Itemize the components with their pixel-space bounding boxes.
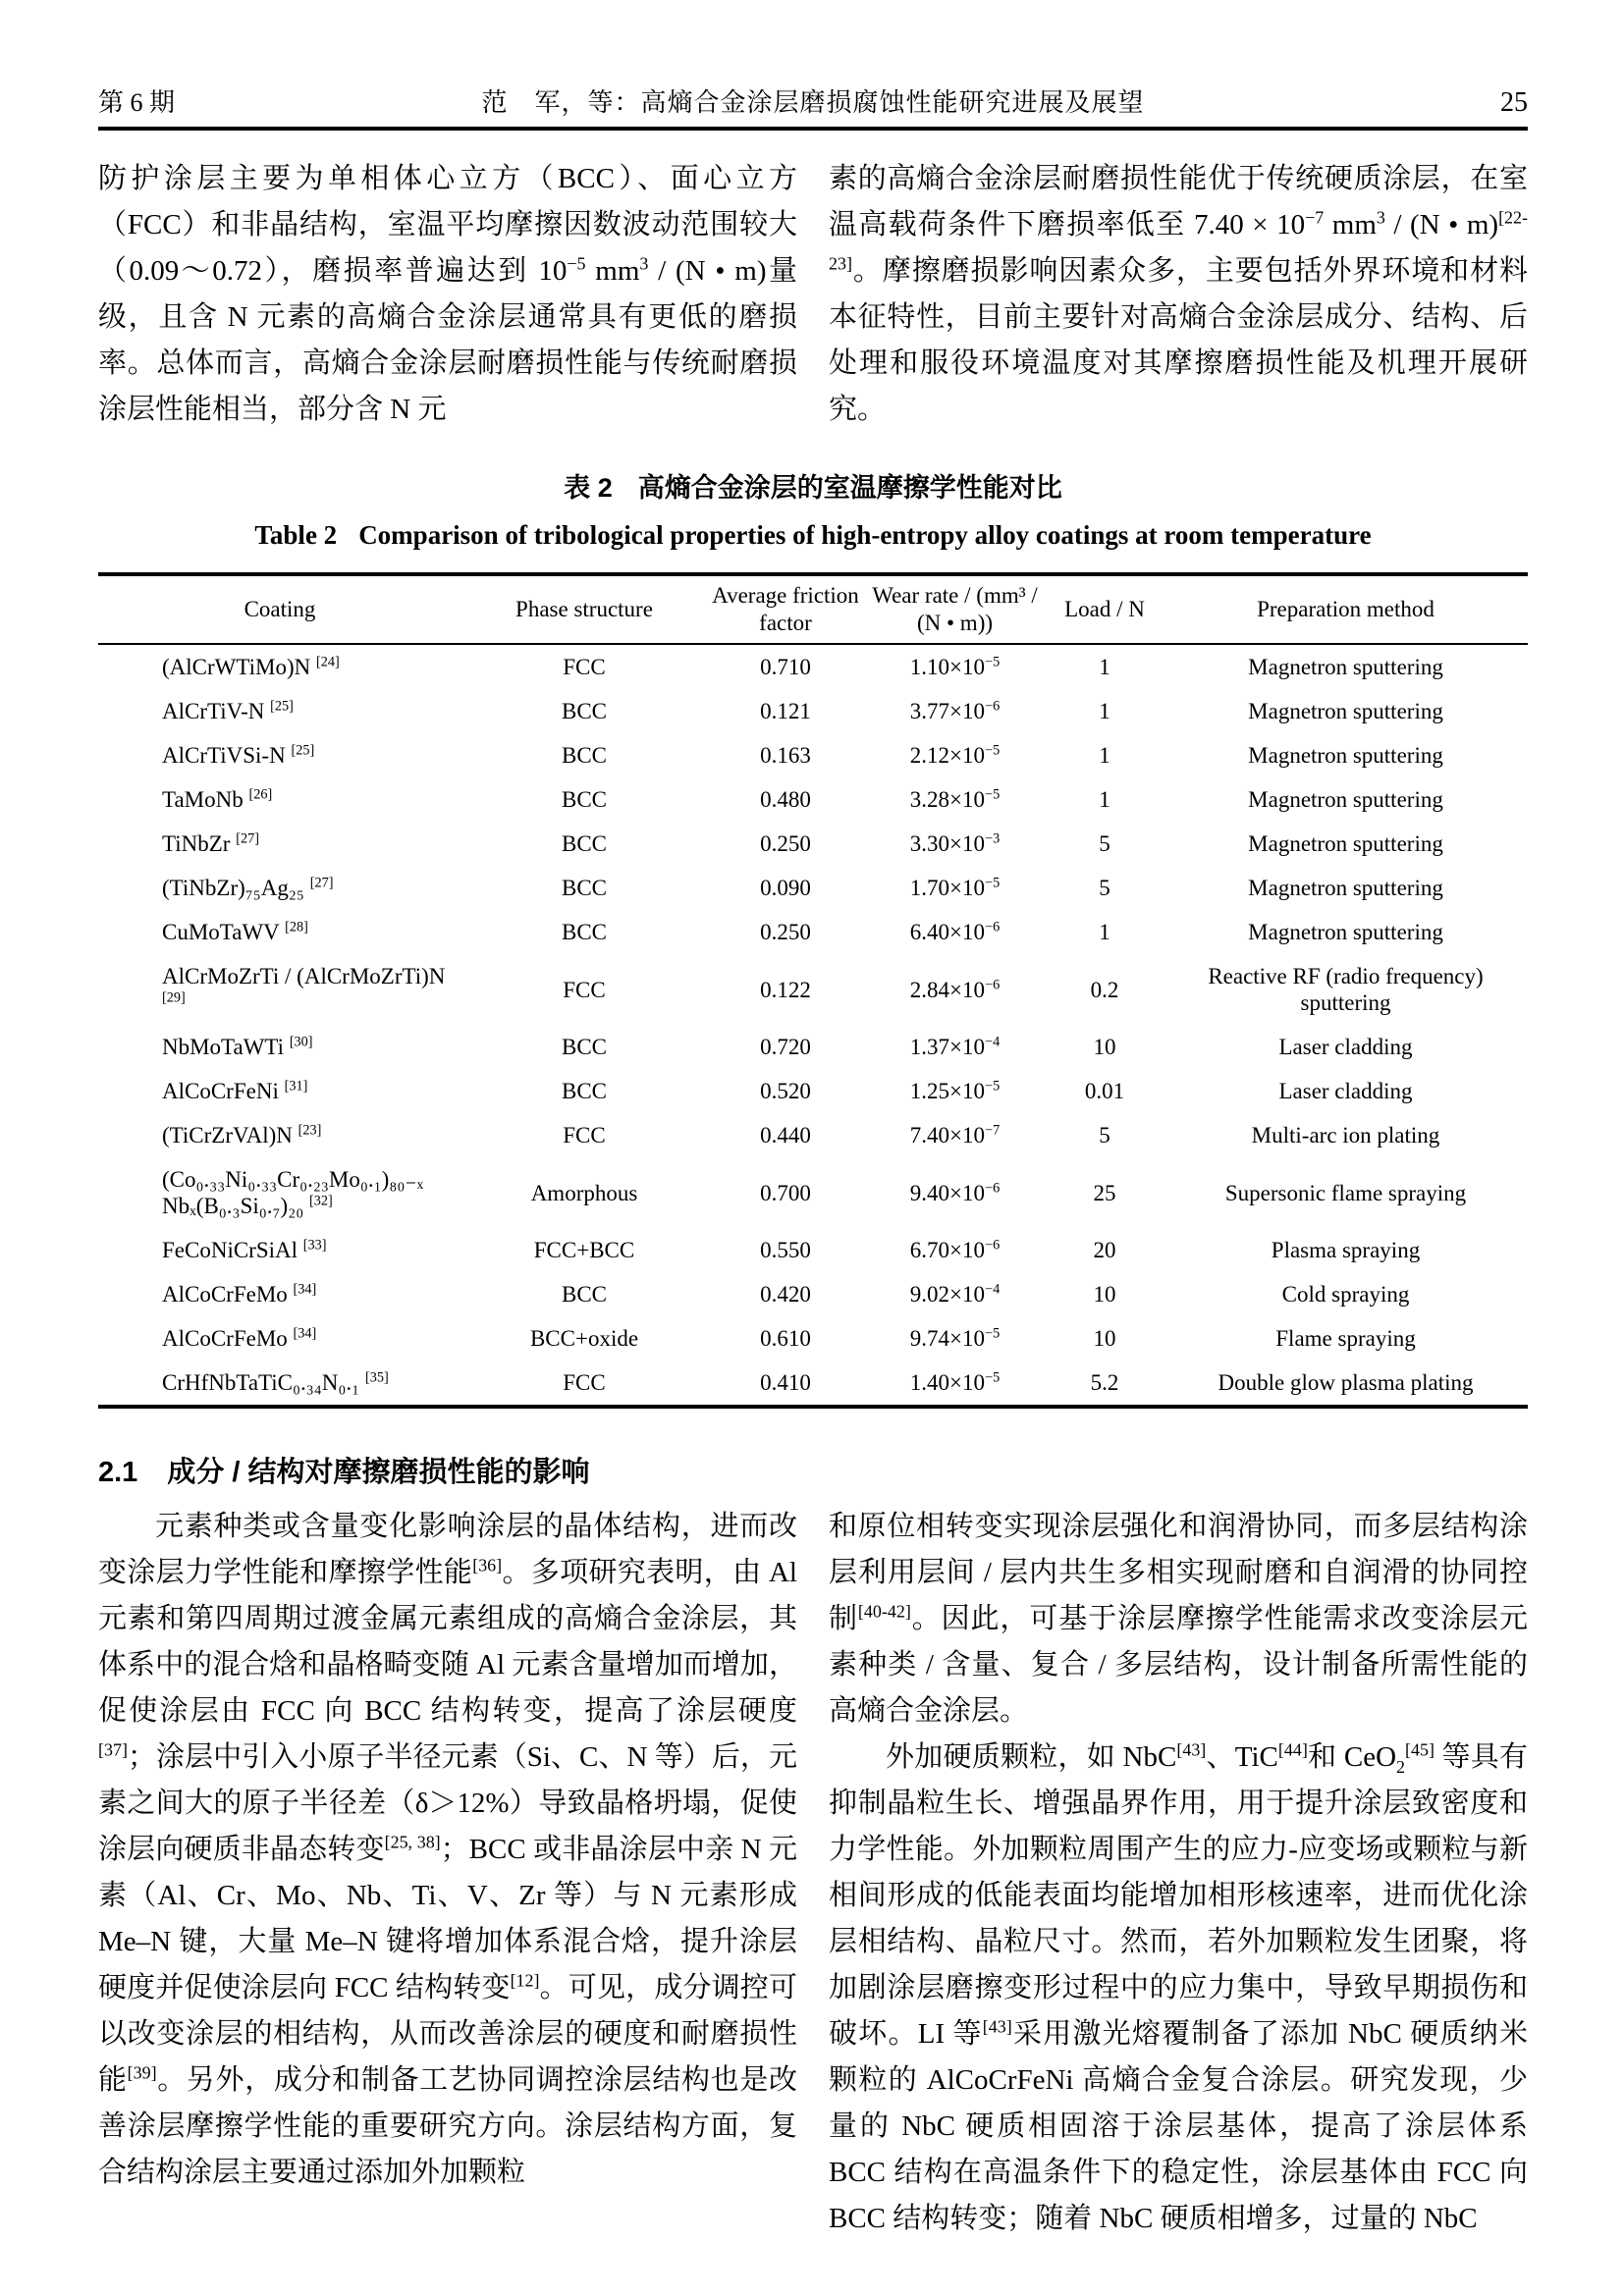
cell-load: 5 bbox=[1099, 1123, 1110, 1148]
cell-phase-structure: FCC bbox=[563, 1370, 606, 1395]
reference-superscript: −5 bbox=[567, 253, 586, 274]
cell-load: 0.2 bbox=[1090, 977, 1119, 1002]
reference-superscript: 3 bbox=[639, 253, 649, 274]
cell-coating: (AlCrWTiMo)N [24] bbox=[162, 654, 340, 679]
exponent-superscript: −6 bbox=[985, 976, 1001, 992]
column-header-phase-structure: Phase structure bbox=[461, 574, 707, 644]
cell-load: 1 bbox=[1099, 920, 1110, 944]
table-header bbox=[98, 574, 1528, 644]
table-row bbox=[98, 1113, 1528, 1157]
paragraph: 和原位相转变实现涂层强化和润滑协同，而多层结构涂层利用层间 / 层内共生多相实现耐磨和自润滑的协同控制[40-42]。因此，可基于涂层摩擦学性能需求改变涂层元素种类 / 含量、复合 / 多层结构，设计制备所需性能的高熵合金涂层。 bbox=[829, 1511, 1528, 1727]
cell-wear-rate: $2.12\times 10^{-5}$ bbox=[909, 742, 1001, 768]
cell-coating: AlCoCrFeNi [31] bbox=[162, 1078, 308, 1103]
table-row bbox=[98, 1069, 1528, 1113]
cell-phase-structure: FCC bbox=[563, 655, 606, 679]
section-title: 成分 / 结构对摩擦磨损性能的影响 bbox=[167, 1457, 590, 1488]
exponent-superscript: −4 bbox=[985, 1034, 1001, 1050]
journal-issue: 第 6 期 bbox=[98, 88, 176, 117]
column-header-load: Load / N bbox=[1046, 574, 1164, 644]
cell-phase-structure: BCC bbox=[561, 876, 608, 900]
reference-superscript: [27] bbox=[236, 830, 259, 847]
cell-load: 0.01 bbox=[1084, 1079, 1125, 1103]
cell-wear-rate: $1.25\times 10^{-5}$ bbox=[909, 1078, 1001, 1103]
paragraph: 外加硬质颗粒，如 NbC[43]、TiC[44]和 CeO$_2$[45] 等具有抑制晶粒生长、增强晶界作用，用于提升涂层致密度和力学性能。外加颗粒周围产生的应力-应变场或颗粒与新相间形成的低能表面均能增加相形核速率，进而优化涂层相结构、晶粒尺寸。然而，若外加颗粒发生团聚，将加剧涂层磨擦变形过程中的应力集中，导致早期损伤和破坏。LI 等[43]采用激光熔覆制备了添加 NbC 硬质纳米颗粒的 AlCoCrFeNi 高熵合金复合涂层。研究发现，少量的 NbC 硬质相固溶于涂层基体，提高了涂层体系 BCC 结构在高温条件下的稳定性，涂层基体由 FCC 向 BCC 结构转变；随着 NbC 硬质相增多，过量的 NbC bbox=[829, 1739, 1528, 2234]
exponent-superscript: −6 bbox=[985, 1179, 1001, 1196]
reference-superscript: [43] bbox=[982, 2016, 1012, 2037]
section-number: 2.1 bbox=[98, 1457, 138, 1488]
cell-load: 10 bbox=[1093, 1282, 1116, 1307]
cell-load: 1 bbox=[1099, 787, 1110, 812]
table-caption-en-number: Table 2 bbox=[254, 520, 338, 550]
tribology-table bbox=[98, 572, 1528, 1409]
cell-preparation-method: Magnetron sputtering bbox=[1248, 831, 1443, 856]
column-header-average-friction-factor: Average friction factor bbox=[707, 574, 864, 644]
cell-average-friction-factor: 0.480 bbox=[760, 787, 811, 812]
cell-average-friction-factor: 0.250 bbox=[760, 831, 811, 856]
cell-preparation-method: Reactive RF (radio frequency) sputtering bbox=[1208, 964, 1484, 1015]
reference-superscript: [40-42] bbox=[857, 1601, 911, 1622]
cell-coating: AlCrTiVSi-N [25] bbox=[162, 742, 315, 768]
section-body bbox=[98, 1504, 1528, 2242]
table-row bbox=[98, 1157, 1528, 1228]
reference-superscript: [27] bbox=[309, 875, 334, 891]
page-number: 25 bbox=[1500, 87, 1528, 118]
reference-superscript: [32] bbox=[308, 1193, 333, 1209]
section-right-column bbox=[829, 1504, 1528, 2242]
reference-superscript: [37] bbox=[98, 1739, 128, 1760]
reference-superscript: [25, 38] bbox=[384, 1832, 441, 1852]
table-row bbox=[98, 866, 1528, 910]
table-row bbox=[98, 644, 1528, 689]
cell-load: 1 bbox=[1099, 655, 1110, 679]
cell-wear-rate: $3.28\times 10^{-5}$ bbox=[909, 786, 1001, 812]
exponent-superscript: −7 bbox=[985, 1122, 1001, 1139]
reference-superscript: [28] bbox=[285, 919, 308, 935]
table-caption-zh bbox=[98, 466, 1528, 505]
reference-superscript: 3 bbox=[1376, 207, 1385, 228]
cell-wear-rate: $3.30\times 10^{-3}$ bbox=[909, 830, 1001, 856]
cell-coating: AlCrTiV-N [25] bbox=[162, 698, 294, 723]
reference-superscript: [35] bbox=[364, 1369, 389, 1386]
cell-average-friction-factor: 0.720 bbox=[760, 1035, 811, 1059]
cell-wear-rate: $9.74\times 10^{-5}$ bbox=[909, 1325, 1001, 1351]
table-row bbox=[98, 1316, 1528, 1361]
cell-preparation-method: Magnetron sputtering bbox=[1248, 743, 1443, 768]
cell-coating: (TiNbZr)₇₅Ag₂₅ [27] bbox=[162, 875, 334, 900]
cell-average-friction-factor: 0.121 bbox=[760, 699, 811, 723]
cell-coating: AlCoCrFeMo [34] bbox=[162, 1281, 317, 1307]
exponent-superscript: −6 bbox=[985, 1237, 1001, 1254]
table-row bbox=[98, 1361, 1528, 1407]
cell-preparation-method: Flame spraying bbox=[1275, 1326, 1416, 1351]
cell-average-friction-factor: 0.520 bbox=[760, 1079, 811, 1103]
cell-coating: AlCoCrFeMo [34] bbox=[162, 1325, 317, 1351]
reference-superscript: [30] bbox=[289, 1034, 313, 1050]
cell-phase-structure: BCC bbox=[561, 787, 608, 812]
section-heading bbox=[98, 1450, 1528, 1490]
cell-preparation-method: Magnetron sputtering bbox=[1248, 787, 1443, 812]
cell-preparation-method: Laser cladding bbox=[1278, 1035, 1413, 1059]
cell-phase-structure: BCC bbox=[561, 699, 608, 723]
table-header-row bbox=[98, 574, 1528, 644]
paragraph: 素的高熵合金涂层耐磨损性能优于传统硬质涂层，在室温高载荷条件下磨损率低至 $7.40 \times 10^{-7}$ $mm^3 / (N$ • m)[22-23]。摩擦磨损影响因素众多，主要包括外界环境和材料本征特性，目前主要针对高熵合金涂层成分、结构、后处理和服役环境温度对其摩擦磨损性能及机理开展研究。 bbox=[829, 163, 1528, 425]
page-header bbox=[98, 82, 1528, 119]
table-caption-en-text: Comparison of tribological properties of high-entropy alloy coatings at room temperature bbox=[358, 520, 1372, 550]
cell-coating: TaMoNb [26] bbox=[162, 786, 273, 812]
cell-average-friction-factor: 0.410 bbox=[760, 1370, 811, 1395]
cell-load: 5.2 bbox=[1090, 1370, 1119, 1395]
table-row bbox=[98, 822, 1528, 866]
reference-superscript: [36] bbox=[472, 1555, 503, 1575]
section-left-column bbox=[98, 1504, 797, 2242]
cell-load: 10 bbox=[1093, 1035, 1116, 1059]
exponent-superscript: −5 bbox=[985, 1325, 1001, 1342]
cell-phase-structure: BCC bbox=[561, 1282, 608, 1307]
cell-load: 10 bbox=[1093, 1326, 1116, 1351]
cell-average-friction-factor: 0.122 bbox=[760, 977, 811, 1002]
exponent-superscript: −5 bbox=[985, 1369, 1001, 1386]
cell-wear-rate: $6.70\times 10^{-6}$ bbox=[909, 1237, 1001, 1262]
cell-phase-structure: FCC bbox=[563, 977, 606, 1002]
cell-wear-rate: $6.40\times 10^{-6}$ bbox=[909, 919, 1001, 944]
cell-preparation-method: Laser cladding bbox=[1278, 1079, 1413, 1103]
cell-average-friction-factor: 0.420 bbox=[760, 1282, 811, 1307]
table-row bbox=[98, 689, 1528, 733]
exponent-superscript: −3 bbox=[985, 830, 1001, 847]
cell-phase-structure: BCC bbox=[561, 743, 608, 768]
reference-superscript: [25] bbox=[291, 742, 315, 759]
cell-coating: CrHfNbTaTiC₀.₃₄N₀.₁ [35] bbox=[162, 1369, 389, 1395]
reference-superscript: [26] bbox=[248, 786, 273, 803]
reference-superscript: [45] bbox=[1405, 1739, 1435, 1760]
cell-preparation-method: Double glow plasma plating bbox=[1218, 1370, 1474, 1395]
table-row bbox=[98, 1228, 1528, 1272]
reference-superscript: −7 bbox=[1305, 207, 1325, 228]
reference-superscript: [12] bbox=[510, 1970, 540, 1991]
reference-superscript: [24] bbox=[315, 654, 340, 670]
column-header-coating: Coating bbox=[98, 574, 461, 644]
column-header-wear-rate: Wear rate / (mm³ / (N • m)) bbox=[864, 574, 1046, 644]
exponent-superscript: −5 bbox=[985, 1078, 1001, 1095]
cell-preparation-method: Supersonic flame spraying bbox=[1224, 1180, 1467, 1205]
cell-phase-structure: BCC bbox=[561, 831, 608, 856]
paragraph: 防护涂层主要为单相体心立方（BCC）、面心立方（FCC）和非晶结构，室温平均摩擦因数波动范围较大（0.09～0.72），磨损率普遍达到 $10^{-5}$ $mm^3 / (N$ • m)量级，且含 N 元素的高熵合金涂层通常具有更低的磨损率。总体而言，高熵合金涂层耐磨损性能与传统耐磨损涂层性能相当，部分含 N 元 bbox=[98, 163, 797, 425]
reference-superscript: [29] bbox=[162, 989, 186, 1006]
reference-superscript: [43] bbox=[1176, 1739, 1207, 1760]
exponent-superscript: −5 bbox=[985, 875, 1001, 891]
cell-load: 5 bbox=[1099, 876, 1110, 900]
cell-average-friction-factor: 0.163 bbox=[760, 743, 811, 768]
cell-preparation-method: Magnetron sputtering bbox=[1248, 876, 1443, 900]
cell-coating: FeCoNiCrSiAl [33] bbox=[162, 1237, 327, 1262]
cell-load: 1 bbox=[1099, 743, 1110, 768]
cell-coating: CuMoTaWV [28] bbox=[162, 919, 308, 944]
table-row bbox=[98, 733, 1528, 777]
intro-right-column bbox=[829, 156, 1528, 433]
cell-phase-structure: BCC bbox=[561, 1035, 608, 1059]
cell-coating: (TiCrZrVAl)N [23] bbox=[162, 1122, 322, 1148]
cell-load: 20 bbox=[1093, 1238, 1116, 1262]
exponent-superscript: −5 bbox=[985, 742, 1001, 759]
running-title: 范 军，等：高熵合金涂层磨损腐蚀性能研究进展及展望 bbox=[481, 88, 1145, 117]
cell-phase-structure: BCC bbox=[561, 920, 608, 944]
reference-superscript: [34] bbox=[293, 1325, 317, 1342]
cell-preparation-method: Plasma spraying bbox=[1271, 1238, 1421, 1262]
exponent-superscript: −6 bbox=[985, 919, 1001, 935]
intro-section bbox=[98, 156, 1528, 433]
reference-superscript: [31] bbox=[284, 1078, 308, 1095]
cell-wear-rate: $1.10\times 10^{-5}$ bbox=[909, 654, 1001, 679]
column-header-preparation-method: Preparation method bbox=[1164, 574, 1528, 644]
table-row bbox=[98, 954, 1528, 1025]
cell-coating: (Co₀.₃₃Ni₀.₃₃Cr₀.₂₃Mo₀.₁)₈₀₋ₓ​Nbₓ(B₀.₃Si₀.₇)₂₀ [32] bbox=[162, 1167, 424, 1218]
cell-phase-structure: FCC+BCC bbox=[533, 1238, 635, 1262]
cell-average-friction-factor: 0.710 bbox=[760, 655, 811, 679]
cell-wear-rate: $2.84\times 10^{-6}$ bbox=[909, 976, 1001, 1002]
cell-load: 5 bbox=[1099, 831, 1110, 856]
cell-coating: TiNbZr [27] bbox=[162, 830, 259, 856]
intro-left-column bbox=[98, 156, 797, 433]
cell-wear-rate: $1.40\times 10^{-5}$ bbox=[909, 1369, 1001, 1395]
cell-load: 1 bbox=[1099, 699, 1110, 723]
exponent-superscript: −4 bbox=[985, 1281, 1001, 1298]
cell-wear-rate: $7.40\times 10^{-7}$ bbox=[909, 1122, 1001, 1148]
paragraph: 元素种类或含量变化影响涂层的晶体结构，进而改变涂层力学性能和摩擦学性能[36]。多项研究表明，由 Al 元素和第四周期过渡金属元素组成的高熵合金涂层，其体系中的混合焓和晶格畸变随 Al 元素含量增加而增加，促使涂层由 FCC 向 BCC 结构转变，提高了涂层硬度[37]；涂层中引入小原子半径元素（Si、C、N 等）后，元素之间大的原子半径差（δ＞12%）导致晶格坍塌，促使涂层向硬质非晶态转变[25, 38]；BCC 或非晶涂层中亲 N 元素（Al、Cr、Mo、Nb、Ti、V、Zr 等）与 N 元素形成 Me–N 键，大量 Me–N 键将增加体系混合焓，提升涂层硬度并促使涂层向 FCC 结构转变[12]。可见，成分调控可以改变涂层的相结构，从而改善涂层的硬度和耐磨损性能[39]。另外，成分和制备工艺协同调控涂层结构也是改善涂层摩擦学性能的重要研究方向。涂层结构方面，复合结构涂层主要通过添加外加颗粒 bbox=[98, 1511, 797, 2188]
exponent-superscript: −6 bbox=[985, 698, 1001, 715]
table-row bbox=[98, 910, 1528, 954]
reference-superscript: [39] bbox=[127, 2062, 157, 2083]
cell-phase-structure: BCC bbox=[561, 1079, 608, 1103]
cell-preparation-method: Magnetron sputtering bbox=[1248, 699, 1443, 723]
header-rule bbox=[98, 127, 1528, 131]
cell-phase-structure: Amorphous bbox=[530, 1180, 638, 1205]
cell-coating: NbMoTaWTi [30] bbox=[162, 1034, 313, 1059]
cell-average-friction-factor: 0.090 bbox=[760, 876, 811, 900]
reference-superscript: [44] bbox=[1277, 1739, 1308, 1760]
cell-phase-structure: BCC+oxide bbox=[529, 1326, 639, 1351]
cell-wear-rate: $9.02\times 10^{-4}$ bbox=[909, 1281, 1001, 1307]
cell-phase-structure: FCC bbox=[563, 1123, 606, 1148]
cell-preparation-method: Magnetron sputtering bbox=[1248, 920, 1443, 944]
cell-average-friction-factor: 0.250 bbox=[760, 920, 811, 944]
cell-wear-rate: $1.37\times 10^{-4}$ bbox=[909, 1034, 1001, 1059]
cell-coating: AlCrMoZrTi / (AlCrMoZrTi)N [29] bbox=[162, 964, 446, 1006]
table-body bbox=[98, 644, 1528, 1407]
table-row bbox=[98, 1272, 1528, 1316]
cell-average-friction-factor: 0.440 bbox=[760, 1123, 811, 1148]
cell-average-friction-factor: 0.700 bbox=[760, 1180, 811, 1205]
reference-superscript: [34] bbox=[293, 1281, 317, 1298]
cell-average-friction-factor: 0.550 bbox=[760, 1238, 811, 1262]
cell-load: 25 bbox=[1093, 1180, 1116, 1205]
cell-wear-rate: $1.70\times 10^{-5}$ bbox=[909, 875, 1001, 900]
reference-superscript: [22-23] bbox=[829, 207, 1528, 274]
cell-preparation-method: Cold spraying bbox=[1281, 1282, 1410, 1307]
exponent-superscript: −5 bbox=[985, 654, 1001, 670]
cell-average-friction-factor: 0.610 bbox=[760, 1326, 811, 1351]
subscript: 2 bbox=[1396, 1756, 1406, 1777]
reference-superscript: [23] bbox=[298, 1122, 322, 1139]
exponent-superscript: −5 bbox=[985, 786, 1001, 803]
table-caption-zh-text: 高熵合金涂层的室温摩擦学性能对比 bbox=[637, 473, 1062, 503]
cell-wear-rate: $9.40\times 10^{-6}$ bbox=[909, 1179, 1001, 1205]
table-caption-zh-number: 表 2 bbox=[564, 473, 613, 503]
cell-wear-rate: $3.77\times 10^{-6}$ bbox=[909, 698, 1001, 723]
cell-preparation-method: Multi-arc ion plating bbox=[1251, 1123, 1440, 1148]
reference-superscript: [25] bbox=[270, 698, 294, 715]
table-caption-en bbox=[98, 520, 1528, 551]
table-row bbox=[98, 777, 1528, 822]
cell-preparation-method: Magnetron sputtering bbox=[1248, 655, 1443, 679]
table-row bbox=[98, 1025, 1528, 1069]
reference-superscript: [33] bbox=[302, 1237, 327, 1254]
